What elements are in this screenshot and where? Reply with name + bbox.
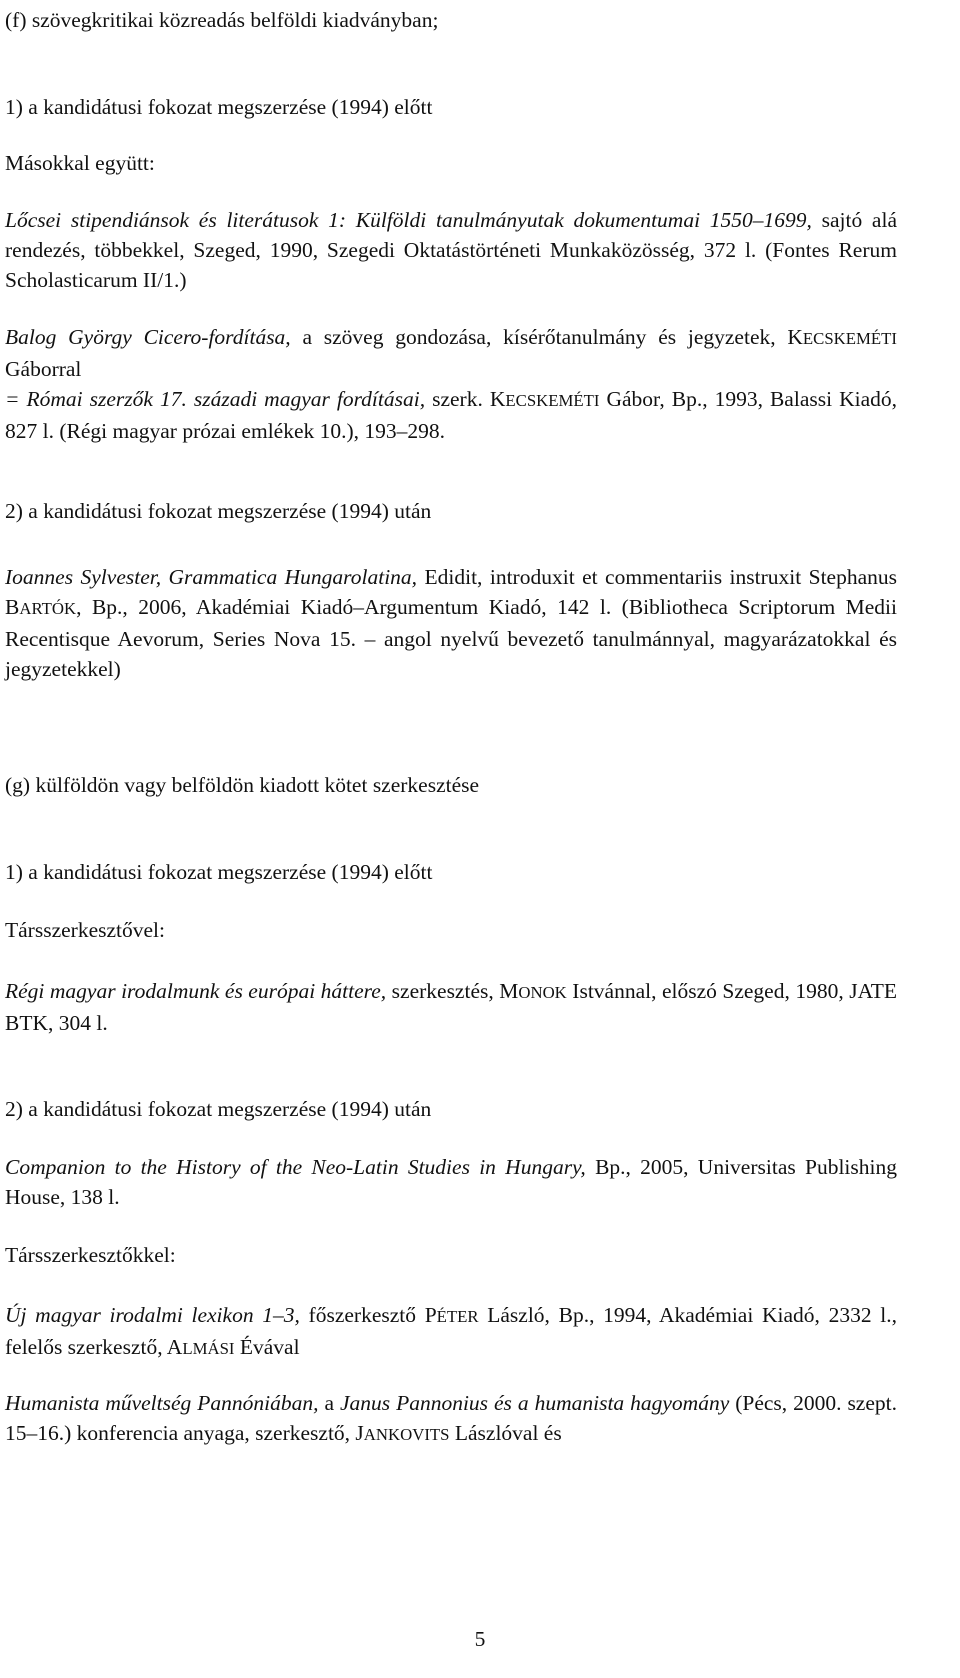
entry-companion-title: Companion to the History of the Neo-Latin Studies in Hungary, [5, 1155, 586, 1179]
entry-locsei [5, 205, 897, 295]
section-f-heading: (f) szövegkritikai közreadás belföldi kiadványban; [5, 8, 439, 32]
entry-companion: Companion to the History of the Neo-Latin Studies in Hungary, Bp., 2005, Universitas Publishing House, 138 l. [5, 1155, 897, 1209]
entry-lexikon-title: Új magyar irodalmi lexikon 1–3, [5, 1303, 300, 1327]
entry-balog: Balog György Cicero-fordítása, a szöveg gondozása, kísérőtanulmány és jegyzetek, KECSKEMÉTI Gáborral = Római szerzők 17. századi magyar fordításai, szerk. KECSKEMÉTI Gábor, Bp., 1993, Balassi Kiadó, 827 l. (Régi magyar prózai emlékek 10.), 193–298. [5, 325, 897, 443]
section-g-heading: (g) külföldön vagy belföldön kiadott kötet szerkesztése [5, 773, 480, 797]
editor-name: PÉTER [424, 1303, 479, 1327]
section-f-after-1994: 2) a kandidátusi fokozat megszerzése (1994) után [5, 499, 432, 523]
entry-balog-in-title: = Római szerzők 17. századi magyar fordításai, [5, 387, 426, 411]
entry-regi-magyar: Régi magyar irodalmunk és európai háttere, szerkesztés, MONOK Istvánnal, előszó Szeged, 1980, JATE BTK, 304 l. [5, 979, 897, 1035]
coeditors-label: Társszerkesztőkkel: [5, 1243, 176, 1267]
section-g-after-1994: 2) a kandidátusi fokozat megszerzése (1994) után [5, 1097, 432, 1121]
editor-name: KECSKEMÉTI [787, 325, 897, 349]
entry-regi-magyar-title: Régi magyar irodalmunk és európai háttere, [5, 979, 387, 1003]
entry-balog-title: Balog György Cicero-fordítása, [5, 325, 291, 349]
page-number: 5 [474, 1627, 486, 1651]
entry-sylvester: Ioannes Sylvester, Grammatica Hungarolatina, Edidit, introduxit et commentariis instruxit Stephanus BARTÓK, Bp., 2006, Akadémiai Kiadó–Argumentum Kiadó, 142 l. (Bibliotheca Scriptorum Medii Recentisque Aevorum, Series Nova 15. – angol nyelvű bevezető tanulmánnyal, magyarázatokkal és jegyzetekkel) [5, 565, 897, 681]
entry-locsei-title: Lőcsei stipendiánsok és literátusok 1: Külföldi tanulmányutak dokumentumai 1550–1699, [5, 208, 812, 232]
entry-locsei-text: sajtó alá rendezés, többekkel, Szeged, 1990, Szegedi Oktatástörténeti Munkaközösség, 372 l. (Fontes Rerum Scholasticarum II/1.) [5, 208, 897, 292]
editor-name: JANKOVITS [355, 1421, 450, 1445]
coeditor-label: Társszerkesztővel: [5, 918, 165, 942]
entry-humanista: Humanista műveltség Pannóniában, a Janus Pannonius és a humanista hagyomány (Pécs, 2000. szept. 15–16.) konferencia anyaga, szerkesztő, JANKOVITS Lászlóval és [5, 1391, 897, 1445]
editor-name: ALMÁSI [166, 1335, 235, 1359]
entry-sylvester-title: Ioannes Sylvester, Grammatica Hungarolatina, [5, 565, 418, 589]
editor-name: KECSKEMÉTI [489, 387, 600, 411]
editor-name: MONOK [499, 979, 567, 1003]
section-g-before-1994: 1) a kandidátusi fokozat megszerzése (1994) előtt [5, 860, 433, 884]
editor-name: BARTÓK [5, 595, 77, 619]
entry-lexikon: Új magyar irodalmi lexikon 1–3, főszerkesztő PÉTER László, Bp., 1994, Akadémiai Kiadó, 2332 l., felelős szerkesztő, ALMÁSI Évával [5, 1303, 897, 1359]
with-others-label: Másokkal együtt: [5, 151, 155, 175]
entry-humanista-conference-title: Janus Pannonius és a humanista hagyomány [339, 1391, 730, 1415]
section-f-before-1994: 1) a kandidátusi fokozat megszerzése (1994) előtt [5, 95, 433, 119]
entry-humanista-title: Humanista műveltség Pannóniában, [5, 1391, 319, 1415]
